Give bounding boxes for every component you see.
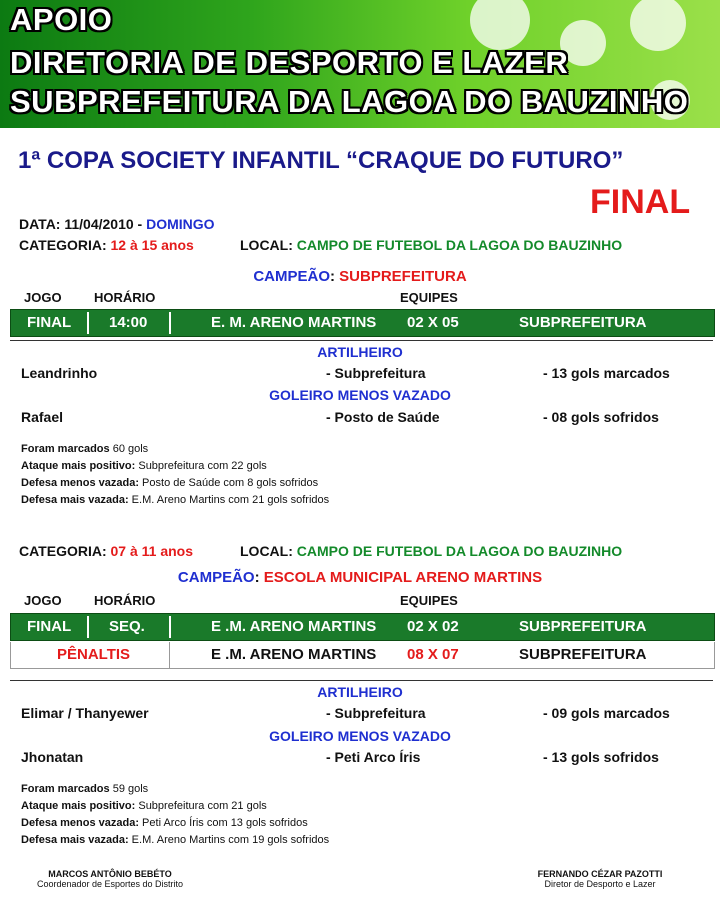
stat-line: [21, 443, 148, 455]
stat-line: [21, 800, 267, 812]
stat-label: Defesa mais vazada:: [21, 834, 129, 846]
local-label: LOCAL:: [240, 543, 297, 559]
match-score: 02 X 02: [407, 618, 459, 635]
player-silhouette-icon: [630, 0, 686, 51]
penalties-team1: E .M. ARENO MARTINS: [211, 646, 377, 663]
header-banner: [0, 0, 720, 128]
divider: [87, 616, 89, 638]
stat-line: [21, 834, 329, 846]
stat-value: 59 gols: [109, 783, 149, 795]
match-team2: SUBPREFEITURA: [519, 618, 647, 635]
match-row: [10, 309, 715, 337]
match-score: 02 X 05: [407, 314, 459, 331]
match-jogo: FINAL: [27, 314, 72, 331]
header-horario: HORÁRIO: [94, 593, 156, 608]
stat-value: Subprefeitura com 22 gols: [135, 460, 267, 472]
stat-line: [21, 783, 148, 795]
artilheiro-name: Leandrinho: [21, 365, 98, 381]
stat-label: Defesa menos vazada:: [21, 477, 139, 489]
banner-line-1: APOIO: [10, 2, 113, 37]
header-jogo: JOGO: [24, 593, 62, 608]
stat-label: Ataque mais positivo:: [21, 800, 136, 812]
penalties-label: PÊNALTIS: [57, 646, 131, 663]
stat-label: Foram marcados: [21, 443, 110, 455]
artilheiro-title: ARTILHEIRO: [317, 344, 403, 360]
stat-label: Defesa menos vazada:: [21, 817, 139, 829]
divider: [10, 680, 713, 681]
goleiro-team: - Posto de Saúde: [326, 409, 440, 425]
stat-value: E.M. Areno Martins com 19 gols sofridos: [128, 834, 330, 846]
local-line: [240, 543, 622, 559]
stat-label: Defesa mais vazada:: [21, 494, 129, 506]
match-jogo: FINAL: [27, 618, 72, 635]
artilheiro-team: - Subprefeitura: [326, 365, 426, 381]
signature-name: FERNANDO CÉZAR PAZOTTI: [537, 869, 663, 879]
champion-label: CAMPEÃO: [177, 569, 255, 586]
goleiro-name: Jhonatan: [21, 749, 84, 765]
penalties-team2: SUBPREFEITURA: [519, 646, 647, 663]
match-row: [10, 613, 715, 641]
divider: [10, 340, 713, 341]
champion-colon: :: [329, 268, 340, 285]
local-label: LOCAL:: [240, 237, 297, 253]
divider: [87, 312, 89, 334]
stat-line: [21, 494, 329, 506]
match-team2: SUBPREFEITURA: [519, 314, 647, 331]
stat-label: Ataque mais positivo:: [21, 460, 136, 472]
goleiro-title: GOLEIRO MENOS VAZADO: [269, 728, 451, 744]
artilheiro-team: - Subprefeitura: [326, 705, 426, 721]
goleiro-title: GOLEIRO MENOS VAZADO: [269, 387, 451, 403]
penalties-score: 08 X 07: [407, 646, 459, 663]
stat-label: Foram marcados: [21, 783, 110, 795]
signature-role: Coordenador de Esportes do Distrito: [36, 879, 184, 889]
categoria-value: 12 à 15 anos: [110, 237, 194, 253]
categoria-label: CATEGORIA:: [19, 237, 111, 253]
match-team1: E. M. ARENO MARTINS: [211, 314, 377, 331]
champion-colon: :: [254, 569, 264, 586]
champion-line: [0, 268, 720, 285]
signature-left: [20, 869, 200, 889]
penalties-row: [10, 642, 715, 669]
signature-right: [520, 869, 680, 889]
local-value: CAMPO DE FUTEBOL DA LAGOA DO BAUZINHO: [296, 543, 623, 559]
stat-value: Posto de Saúde com 8 gols sofridos: [139, 477, 319, 489]
artilheiro-name: Elimar / Thanyewer: [21, 705, 149, 721]
header-equipes: EQUIPES: [400, 290, 458, 305]
categoria-line: [19, 237, 194, 253]
header-jogo: JOGO: [24, 290, 62, 305]
champion-line: [0, 569, 720, 586]
goleiro-name: Rafael: [21, 409, 64, 425]
goleiro-stat: - 13 gols sofridos: [543, 749, 659, 765]
stat-value: 60 gols: [109, 443, 149, 455]
stat-value: E.M. Areno Martins com 21 gols sofridos: [128, 494, 330, 506]
stat-line: [21, 460, 267, 472]
stat-value: Subprefeitura com 21 gols: [135, 800, 267, 812]
player-silhouette-icon: [470, 0, 530, 50]
date-label: DATA: 11/04/2010 -: [19, 216, 147, 232]
signature-name: MARCOS ANTÔNIO BEBÉTO: [48, 869, 172, 879]
artilheiro-title: ARTILHEIRO: [317, 684, 403, 700]
local-value: CAMPO DE FUTEBOL DA LAGOA DO BAUZINHO: [296, 237, 623, 253]
header-horario: HORÁRIO: [94, 290, 156, 305]
divider: [169, 642, 170, 668]
final-heading: FINAL: [590, 183, 691, 221]
header-equipes: EQUIPES: [400, 593, 458, 608]
match-horario: SEQ.: [109, 618, 145, 635]
categoria-label: CATEGORIA:: [19, 543, 111, 559]
goleiro-stat: - 08 gols sofridos: [543, 409, 659, 425]
date-day: DOMINGO: [146, 216, 215, 232]
divider: [169, 312, 171, 334]
artilheiro-stat: - 13 gols marcados: [543, 365, 670, 381]
banner-line-3: SUBPREFEITURA DA LAGOA DO BAUZINHO: [10, 84, 689, 119]
champion-value: SUBPREFEITURA: [339, 268, 467, 285]
champion-label: CAMPEÃO: [253, 268, 330, 285]
stat-line: [21, 817, 308, 829]
date-line: [19, 216, 215, 232]
divider: [169, 616, 171, 638]
signature-role: Diretor de Desporto e Lazer: [544, 879, 656, 889]
stat-value: Peti Arco Íris com 13 gols sofridos: [139, 817, 308, 829]
banner-line-2: DIRETORIA DE DESPORTO E LAZER: [10, 45, 569, 80]
match-team1: E .M. ARENO MARTINS: [211, 618, 377, 635]
page-title: 1ª COPA SOCIETY INFANTIL “CRAQUE DO FUTURO”: [18, 147, 624, 174]
artilheiro-stat: - 09 gols marcados: [543, 705, 670, 721]
champion-value: ESCOLA MUNICIPAL ARENO MARTINS: [263, 569, 543, 586]
goleiro-team: - Peti Arco Íris: [326, 749, 421, 765]
stat-line: [21, 477, 318, 489]
categoria-value: 07 à 11 anos: [110, 543, 194, 559]
match-horario: 14:00: [109, 314, 148, 331]
categoria-line: [19, 543, 193, 559]
local-line: [240, 237, 622, 253]
